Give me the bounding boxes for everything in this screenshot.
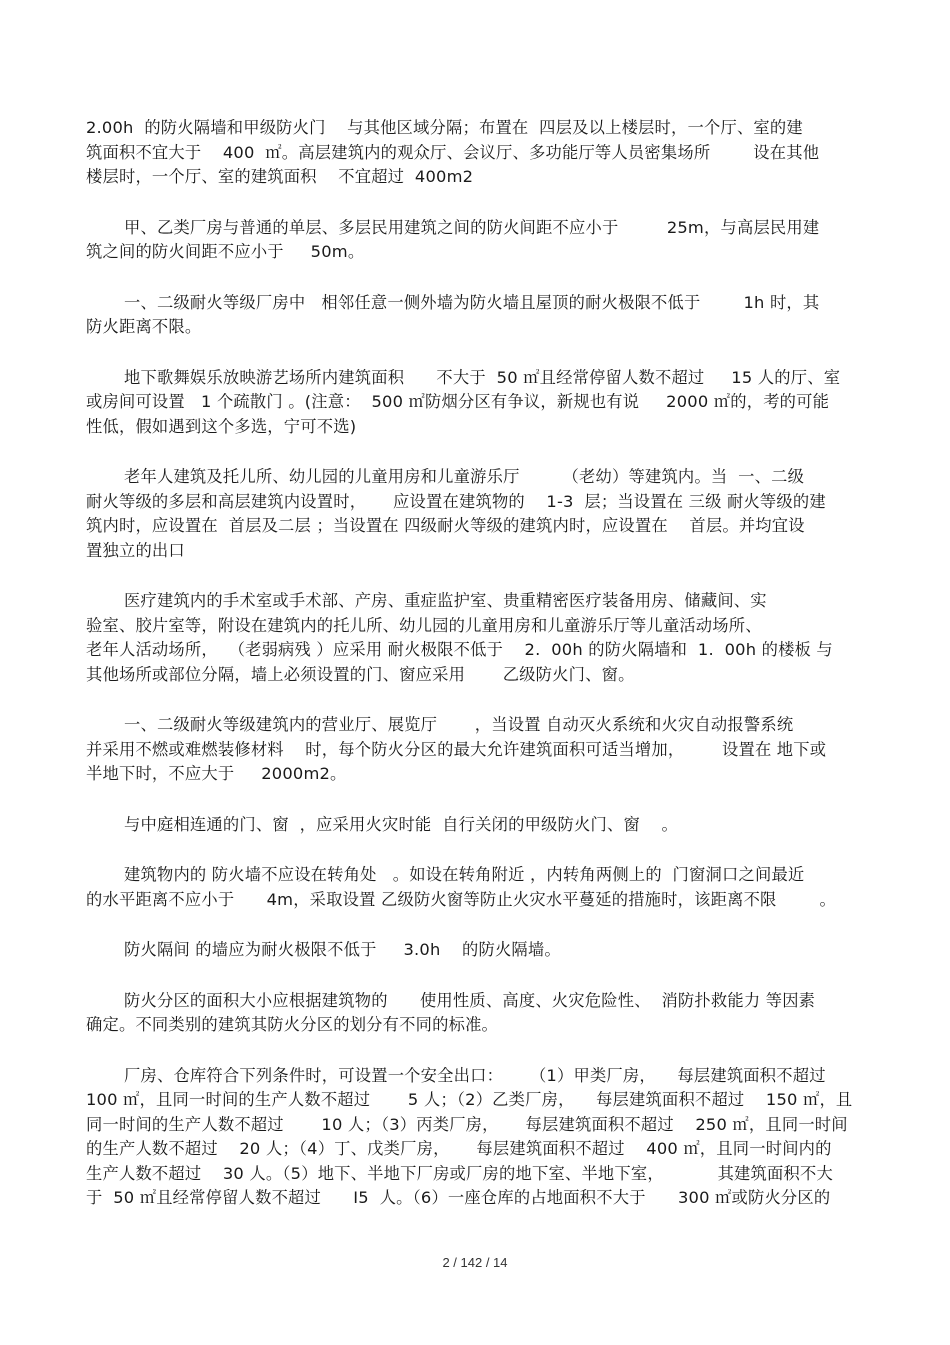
paragraph-line: 防火隔间 的墙应为耐火极限不低于 3.0h 的防火隔墙。	[124, 940, 561, 959]
paragraph	[86, 366, 866, 440]
paragraph-line: 并采用不燃或难燃装修材料 时，每个防火分区的最大允许建筑面积可适当增加， 设置在 地下或	[86, 739, 827, 759]
paragraph-line: 厂房、仓库符合下列条件时，可设置一个安全出口： （1）甲类厂房， 每层建筑面积不超过	[124, 1065, 826, 1085]
paragraph-line: 防火距离不限。	[86, 317, 202, 336]
paragraph-line: 老年人活动场所， （老弱病残 ）应采用 耐火极限不低于 2. 00h 的防火隔墙和 1. 00h 的楼板 与	[86, 640, 833, 659]
paragraph	[86, 989, 866, 1038]
paragraph-line: 筑内时，应设置在 首层及二层 ；当设置在 四级耐火等级的建筑内时，应设置在 首层。并均宜设	[86, 516, 805, 535]
paragraph-line: 生产人数不超过 30 人。（5）地下、半地下厂房或厂房的地下室、半地下室， 其建筑面积不大	[86, 1163, 833, 1183]
paragraph-line: 于 50 ㎡且经常停留人数不超过 I5 人。（6）一座仓库的占地面积不大于 300 ㎡或防火分区的	[86, 1188, 831, 1207]
paragraph-line: 验室、胶片室等，附设在建筑内的托儿所、幼儿园的儿童用房和儿童游乐厅等儿童活动场所、	[86, 615, 762, 635]
paragraph-line: 其他场所或部位分隔，墙上必须设置的门、窗应采用 乙级防火门、窗。	[86, 664, 635, 684]
paragraph-line: 同一时间的生产人数不超过 10 人；（3）丙类厂房， 每层建筑面积不超过 250 ㎡，且同一时间	[86, 1114, 848, 1134]
paragraph-line: 老年人建筑及托儿所、幼儿园的儿童用房和儿童游乐厅 （老幼）等建筑内。当 一、二级	[124, 467, 805, 486]
paragraph	[86, 813, 866, 838]
paragraph-line: 甲、乙类厂房与普通的单层、多层民用建筑之间的防火间距不应小于 25m，与高层民用建	[124, 217, 820, 237]
paragraph	[86, 589, 866, 687]
paragraph	[86, 938, 866, 963]
paragraph-line: 防火分区的面积大小应根据建筑物的 使用性质、高度、火灾危险性、 消防扑救能力 等因素	[124, 990, 816, 1010]
paragraph-line: 筑面积不宜大于 400 ㎡。高层建筑内的观众厅、会议厅、多功能厅等人员密集场所 设在其他	[86, 142, 820, 162]
paragraph-line: 2.00h 的防火隔墙和甲级防火门 与其他区域分隔；布置在 四层及以上楼层时，一个厅、室的建	[86, 118, 803, 137]
paragraph	[86, 1064, 866, 1211]
paragraph-line: 耐火等级的多层和高层建筑内设置时， 应设置在建筑物的 1-3 层；当设置在 三级 耐火等级的建	[86, 491, 826, 511]
paragraph	[86, 863, 866, 912]
paragraph-line: 筑之间的防火间距不应小于 50m。	[86, 242, 365, 261]
paragraph-line: 100 ㎡，且同一时间的生产人数不超过 5 人；（2）乙类厂房， 每层建筑面积不超过 150 ㎡，且	[86, 1090, 853, 1109]
paragraph-line: 或房间可设置 1 个疏散门 。(注意： 500 ㎡防烟分区有争议，新规也有说 2000 ㎡的，考的可能	[86, 392, 830, 411]
page-number: 2 / 142 / 14	[442, 1255, 508, 1270]
paragraph-line: 的生产人数不超过 20 人；（4）丁、戊类厂房， 每层建筑面积不超过 400 ㎡，且同一时间内的	[86, 1139, 832, 1158]
paragraph	[86, 116, 866, 190]
paragraph-line: 楼层时，一个厅、室的建筑面积 不宜超过 400m2	[86, 167, 474, 186]
paragraph-line: 半地下时，不应大于 2000m2。	[86, 764, 347, 783]
paragraph	[86, 713, 866, 787]
paragraph	[86, 465, 866, 563]
document-body	[86, 116, 866, 1237]
paragraph-line: 置独立的出口	[86, 540, 185, 560]
paragraph-line: 一、二级耐火等级厂房中 相邻任意一侧外墙为防火墙且屋顶的耐火极限不低于 1h 时，其	[124, 292, 820, 312]
paragraph-line: 一、二级耐火等级建筑内的营业厅、展览厅 ，当设置 自动灭火系统和火灾自动报警系统	[124, 715, 794, 734]
paragraph	[86, 291, 866, 340]
paragraph-line: 建筑物内的 防火墙不应设在转角处 。如设在转角附近 ，内转角两侧上的 门窗洞口之间最近	[124, 865, 805, 884]
paragraph-line: 地下歌舞娱乐放映游艺场所内建筑面积 不大于 50 ㎡且经常停留人数不超过 15 人的厅、室	[124, 367, 841, 387]
paragraph-line: 与中庭相连通的门、窗 ，应采用火灾时能 自行关闭的甲级防火门、窗 。	[124, 814, 678, 834]
paragraph-line: 确定。不同类别的建筑其防火分区的划分有不同的标准。	[86, 1015, 499, 1034]
paragraph-line: 的水平距离不应小于 4m，采取设置 乙级防火窗等防止火灾水平蔓延的措施时，该距离不限 。	[86, 889, 837, 909]
paragraph-line: 医疗建筑内的手术室或手术部、产房、重症监护室、贵重精密医疗装备用房、储藏间、实	[124, 591, 767, 610]
paragraph-line: 性低，假如遇到这个多选，宁可不选)	[86, 416, 357, 436]
paragraph	[86, 216, 866, 265]
